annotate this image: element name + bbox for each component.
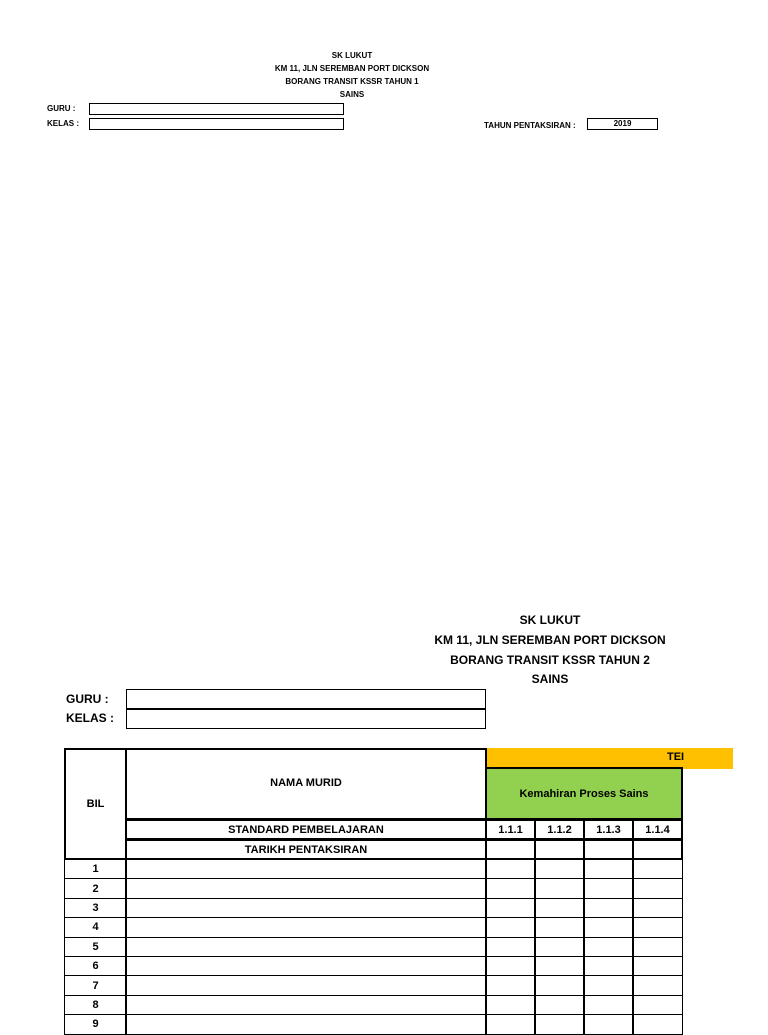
form1-title: BORANG TRANSIT KSSR TAHUN 1	[285, 77, 419, 86]
form2-kelas-field[interactable]	[126, 709, 486, 729]
score-cell[interactable]	[632, 975, 683, 995]
score-cell[interactable]	[583, 917, 634, 937]
score-cell[interactable]	[485, 898, 536, 918]
tarikh-label: TARIKH PENTAKSIRAN	[125, 839, 487, 860]
standard-code-4: 1.1.4	[632, 819, 683, 840]
student-name-cell[interactable]	[125, 937, 487, 957]
score-cell[interactable]	[632, 995, 683, 1015]
standard-code-2: 1.1.2	[534, 819, 585, 840]
score-cell[interactable]	[485, 917, 536, 937]
score-cell[interactable]	[534, 1014, 585, 1034]
score-cell[interactable]	[534, 859, 585, 879]
student-name-cell[interactable]	[125, 898, 487, 918]
score-cell[interactable]	[485, 878, 536, 898]
form1-kelas-field[interactable]	[89, 118, 344, 130]
form2-kelas-label: KELAS :	[66, 711, 114, 725]
form1-school: SK LUKUT	[331, 51, 373, 60]
score-cell[interactable]	[632, 898, 683, 918]
form2-guru-label: GURU :	[66, 692, 109, 706]
form1-address: KM 11, JLN SEREMBAN PORT DICKSON	[274, 64, 430, 73]
form1-subject: SAINS	[339, 90, 365, 99]
skill-header: Kemahiran Proses Sains	[485, 767, 683, 820]
form2-school: SK LUKUT	[519, 613, 581, 627]
form2-guru-field[interactable]	[126, 689, 486, 709]
bil-number: 5	[64, 937, 127, 957]
score-cell[interactable]	[583, 956, 634, 976]
bil-number: 2	[64, 878, 127, 898]
bil-number: 4	[64, 917, 127, 937]
student-name-cell[interactable]	[125, 917, 487, 937]
score-cell[interactable]	[632, 937, 683, 957]
score-cell[interactable]	[485, 1014, 536, 1034]
score-cell[interactable]	[583, 975, 634, 995]
score-cell[interactable]	[485, 859, 536, 879]
score-cell[interactable]	[583, 859, 634, 879]
score-cell[interactable]	[583, 898, 634, 918]
bil-number: 6	[64, 956, 127, 976]
student-name-cell[interactable]	[125, 1014, 487, 1034]
tema-header-text: TEI	[667, 751, 685, 763]
score-cell[interactable]	[485, 995, 536, 1015]
score-cell[interactable]	[632, 917, 683, 937]
score-cell[interactable]	[632, 1014, 683, 1034]
score-cell[interactable]	[632, 878, 683, 898]
tarikh-cell-3[interactable]	[583, 839, 634, 860]
tema-header	[486, 748, 733, 769]
student-name-cell[interactable]	[125, 975, 487, 995]
standard-label: STANDARD PEMBELAJARAN	[125, 819, 487, 840]
student-name-cell[interactable]	[125, 995, 487, 1015]
form2-title: BORANG TRANSIT KSSR TAHUN 2	[450, 653, 650, 667]
score-cell[interactable]	[583, 878, 634, 898]
score-cell[interactable]	[485, 937, 536, 957]
score-cell[interactable]	[534, 878, 585, 898]
tarikh-cell-1[interactable]	[485, 839, 536, 860]
form2-address: KM 11, JLN SEREMBAN PORT DICKSON	[434, 633, 666, 647]
form1-year-field[interactable]: 2019	[587, 118, 658, 130]
score-cell[interactable]	[534, 956, 585, 976]
bil-number: 3	[64, 898, 127, 918]
bil-number: 7	[64, 975, 127, 995]
score-cell[interactable]	[534, 917, 585, 937]
score-cell[interactable]	[485, 956, 536, 976]
student-name-cell[interactable]	[125, 878, 487, 898]
score-cell[interactable]	[583, 1014, 634, 1034]
bil-number: 1	[64, 859, 127, 879]
score-cell[interactable]	[534, 898, 585, 918]
score-cell[interactable]	[632, 956, 683, 976]
score-cell[interactable]	[485, 975, 536, 995]
bil-number: 9	[64, 1014, 127, 1034]
student-name-cell[interactable]	[125, 956, 487, 976]
form1-guru-label: GURU :	[47, 104, 76, 113]
form2-subject: SAINS	[531, 672, 569, 686]
bil-header: BIL	[64, 748, 127, 860]
standard-code-3: 1.1.3	[583, 819, 634, 840]
score-cell[interactable]	[583, 937, 634, 957]
nama-murid-header: NAMA MURID	[125, 748, 487, 820]
form1-kelas-label: KELAS :	[47, 119, 79, 128]
standard-code-1: 1.1.1	[485, 819, 536, 840]
score-cell[interactable]	[534, 937, 585, 957]
bil-number: 8	[64, 995, 127, 1015]
score-cell[interactable]	[632, 859, 683, 879]
tarikh-cell-2[interactable]	[534, 839, 585, 860]
student-name-cell[interactable]	[125, 859, 487, 879]
score-cell[interactable]	[583, 995, 634, 1015]
score-cell[interactable]	[534, 995, 585, 1015]
form1-guru-field[interactable]	[89, 103, 344, 115]
tarikh-cell-4[interactable]	[632, 839, 683, 860]
form1-year-label: TAHUN PENTAKSIRAN :	[484, 121, 576, 130]
score-cell[interactable]	[534, 975, 585, 995]
